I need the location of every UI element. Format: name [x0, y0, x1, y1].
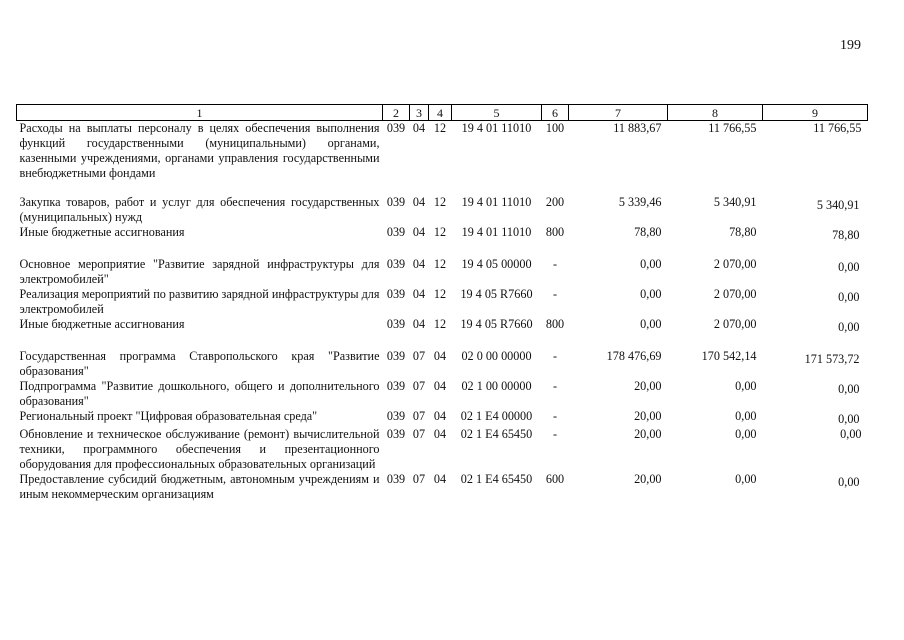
- cell-c7: 20,00: [634, 472, 662, 486]
- row-name: Региональный проект "Цифровая образовательная среда": [19, 409, 318, 423]
- cell-c8: 2 070,00: [713, 257, 757, 271]
- column-header: 9: [763, 105, 868, 121]
- column-header: 3: [410, 105, 429, 121]
- row-spacer: [17, 335, 868, 349]
- cell-c9: 0,00: [838, 382, 860, 396]
- cell-c3: 07: [412, 427, 426, 441]
- row-name: Основное мероприятие "Развитие зарядной инфраструктуры для электромобилей": [19, 257, 380, 286]
- cell-c3: 07: [412, 379, 426, 393]
- column-header: 6: [542, 105, 569, 121]
- cell-c8: 0,00: [735, 409, 757, 423]
- table-row: [17, 121, 868, 182]
- row-name: Предоставление субсидий бюджетным, автономным учреждениям и иным некоммерческим организациям: [19, 472, 380, 501]
- cell-c5: 19 4 01 11010: [461, 121, 532, 135]
- cell-c2: 039: [386, 257, 406, 271]
- table-row: [17, 409, 868, 427]
- cell-c5: 19 4 05 R7660: [460, 317, 533, 331]
- cell-c2: 039: [386, 379, 406, 393]
- cell-c6: -: [552, 287, 558, 301]
- cell-c2: 039: [386, 349, 406, 363]
- cell-c6: 800: [545, 317, 565, 331]
- cell-c3: 04: [412, 287, 426, 301]
- cell-c6: 600: [545, 472, 565, 486]
- row-name: Иные бюджетные ассигнования: [19, 225, 185, 239]
- cell-c5: 02 0 00 00000: [461, 349, 532, 363]
- cell-c2: 039: [386, 472, 406, 486]
- cell-c5: 19 4 05 R7660: [460, 287, 533, 301]
- cell-c5: 02 1 E4 00000: [460, 409, 533, 423]
- cell-c4: 12: [433, 195, 447, 209]
- cell-c6: -: [552, 379, 558, 393]
- row-name: Государственная программа Ставропольского края "Развитие образования": [19, 349, 380, 378]
- cell-c7: 78,80: [634, 225, 662, 239]
- cell-c7: 20,00: [634, 409, 662, 423]
- cell-c2: 039: [386, 195, 406, 209]
- column-header: 2: [383, 105, 410, 121]
- cell-c9: 0,00: [838, 260, 860, 274]
- cell-c3: 07: [412, 349, 426, 363]
- page-number: 199: [840, 38, 861, 53]
- row-name: Обновление и техническое обслуживание (ремонт) вычислительной техники, программного обеспечения и презентационного оборудования для профессиональных образовательных организаций: [19, 427, 380, 471]
- cell-c2: 039: [386, 427, 406, 441]
- row-name: Иные бюджетные ассигнования: [19, 317, 185, 331]
- cell-c9: 0,00: [838, 290, 860, 304]
- cell-c2: 039: [386, 409, 406, 423]
- cell-c6: 800: [545, 225, 565, 239]
- cell-c3: 07: [412, 472, 426, 486]
- cell-c8: 2 070,00: [713, 317, 757, 331]
- cell-c3: 04: [412, 317, 426, 331]
- cell-c4: 12: [433, 317, 447, 331]
- cell-c9: 78,80: [832, 228, 860, 242]
- column-header: 7: [569, 105, 668, 121]
- cell-c7: 178 476,69: [606, 349, 662, 363]
- cell-c5: 02 1 E4 65450: [460, 472, 533, 486]
- cell-c8: 0,00: [735, 379, 757, 393]
- row-name: Подпрограмма "Развитие дошкольного, общего и дополнительного образования": [19, 379, 380, 408]
- cell-c6: -: [552, 409, 558, 423]
- table-row: [17, 317, 868, 335]
- cell-c9: 5 340,91: [816, 198, 860, 212]
- row-spacer: [17, 181, 868, 195]
- cell-c8: 2 070,00: [713, 287, 757, 301]
- cell-c7: 0,00: [640, 317, 662, 331]
- cell-c5: 02 1 E4 65450: [460, 427, 533, 441]
- row-name: Расходы на выплаты персоналу в целях обеспечения выполнения функций государственными (муниципальными) органами, казенными учреждениями, органами управления государственными внебюджетными фондами: [19, 121, 380, 180]
- cell-c5: 02 1 00 00000: [461, 379, 532, 393]
- cell-c2: 039: [386, 317, 406, 331]
- row-name: Закупка товаров, работ и услуг для обеспечения государственных (муниципальных) нужд: [19, 195, 380, 224]
- cell-c4: 12: [433, 121, 447, 135]
- table-header-row: [17, 105, 868, 121]
- cell-c6: 200: [545, 195, 565, 209]
- cell-c8: 0,00: [735, 472, 757, 486]
- cell-c3: 04: [412, 195, 426, 209]
- cell-c3: 04: [412, 121, 426, 135]
- cell-c6: 100: [545, 121, 565, 135]
- cell-c6: -: [552, 427, 558, 441]
- cell-c7: 5 339,46: [618, 195, 662, 209]
- table-row: [17, 427, 868, 472]
- table-row: [17, 379, 868, 409]
- cell-c3: 04: [412, 225, 426, 239]
- cell-c9: 0,00: [840, 427, 862, 441]
- cell-c7: 20,00: [634, 427, 662, 441]
- cell-c7: 0,00: [640, 257, 662, 271]
- table-row: [17, 472, 868, 502]
- cell-c4: 04: [433, 349, 447, 363]
- cell-c8: 78,80: [729, 225, 757, 239]
- column-header: 8: [668, 105, 763, 121]
- cell-c4: 04: [433, 472, 447, 486]
- cell-c9: 0,00: [838, 475, 860, 489]
- cell-c9: 0,00: [838, 320, 860, 334]
- cell-c8: 11 766,55: [708, 121, 757, 135]
- table-row: [17, 195, 868, 225]
- cell-c9: 171 573,72: [804, 352, 860, 366]
- cell-c7: 11 883,67: [613, 121, 662, 135]
- cell-c4: 04: [433, 379, 447, 393]
- table-row: [17, 225, 868, 243]
- table-row: [17, 257, 868, 287]
- cell-c7: 0,00: [640, 287, 662, 301]
- cell-c9: 0,00: [838, 412, 860, 426]
- cell-c7: 20,00: [634, 379, 662, 393]
- cell-c4: 12: [433, 287, 447, 301]
- cell-c3: 04: [412, 257, 426, 271]
- cell-c8: 0,00: [735, 427, 757, 441]
- cell-c2: 039: [386, 121, 406, 135]
- cell-c4: 04: [433, 409, 447, 423]
- cell-c5: 19 4 01 11010: [461, 225, 532, 239]
- cell-c4: 12: [433, 225, 447, 239]
- table-row: [17, 349, 868, 379]
- cell-c2: 039: [386, 225, 406, 239]
- column-header: 1: [17, 105, 383, 121]
- cell-c8: 170 542,14: [701, 349, 757, 363]
- cell-c6: -: [552, 257, 558, 271]
- cell-c2: 039: [386, 287, 406, 301]
- row-spacer: [17, 243, 868, 257]
- cell-c9: 11 766,55: [813, 121, 862, 135]
- cell-c4: 04: [433, 427, 447, 441]
- cell-c5: 19 4 01 11010: [461, 195, 532, 209]
- cell-c5: 19 4 05 00000: [461, 257, 532, 271]
- cell-c6: -: [552, 349, 558, 363]
- budget-table: [16, 104, 868, 502]
- table-row: [17, 287, 868, 317]
- cell-c3: 07: [412, 409, 426, 423]
- column-header: 4: [429, 105, 452, 121]
- row-name: Реализация мероприятий по развитию зарядной инфраструктуры для электромобилей: [19, 287, 380, 316]
- cell-c8: 5 340,91: [713, 195, 757, 209]
- column-header: 5: [452, 105, 542, 121]
- cell-c4: 12: [433, 257, 447, 271]
